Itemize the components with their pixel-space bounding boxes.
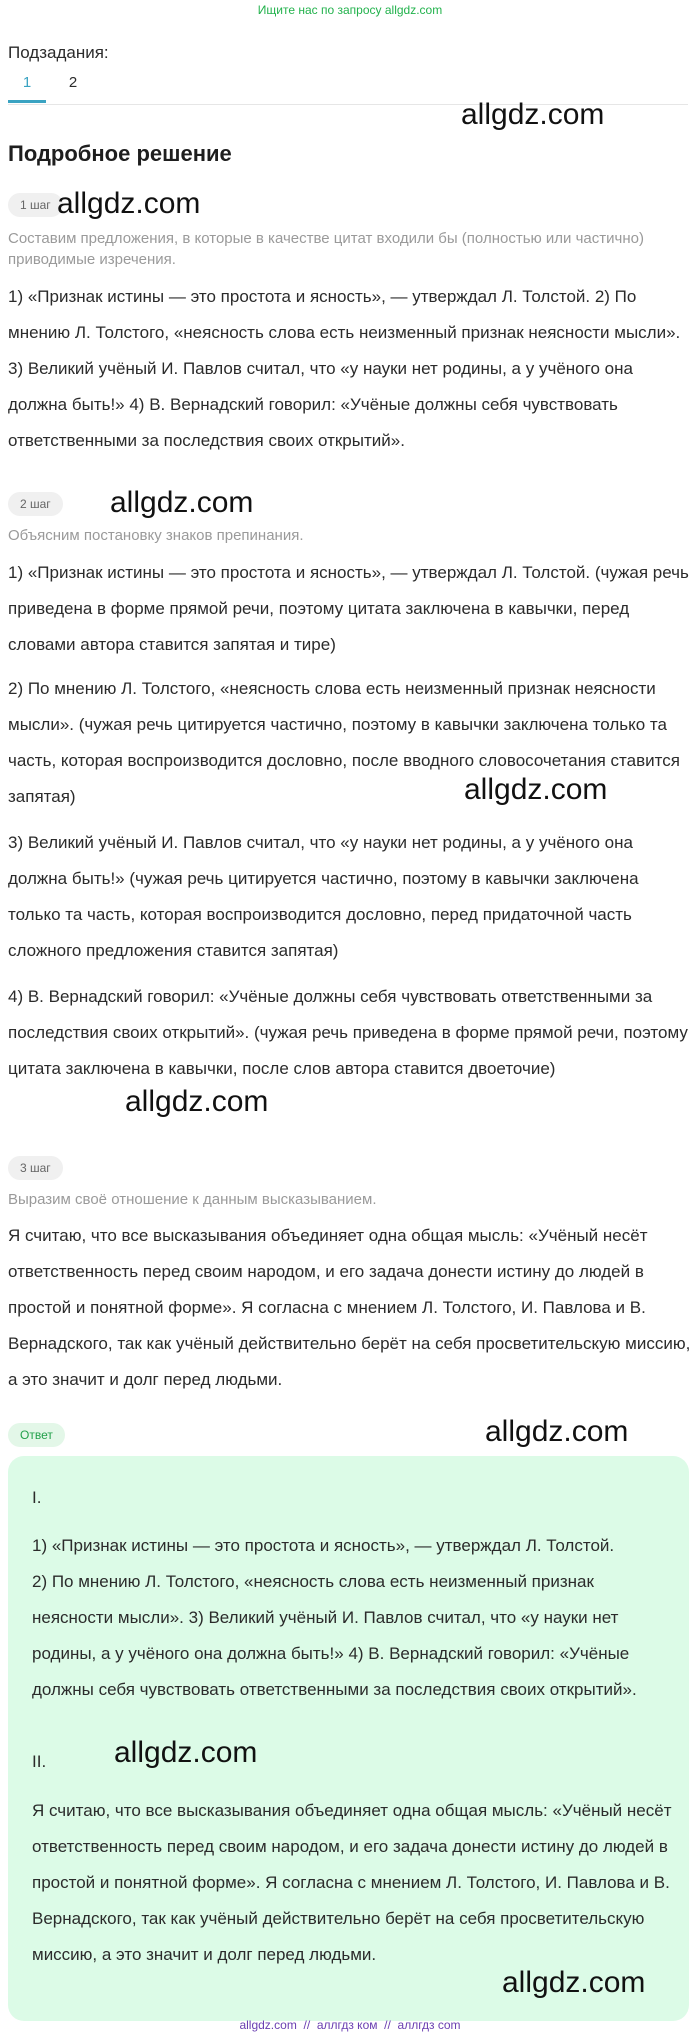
footer-separator: // bbox=[303, 2018, 311, 2032]
step-1-text: 1) «Признак истины — это простота и ясность», — утверждал Л. Толстой. 2) По мнению Л. Толстого, «неясность слова есть неизменный признак неясности мысли». 3) Великий учёный И. Павлов считал, что «у науки нет родины, а у учёного она должна быть!» 4) В. Вернадский говорил: «Учёные должны себя чувствовать ответственными за последствия своих открытий». bbox=[8, 287, 681, 450]
tab-subtask-1[interactable]: 1 bbox=[8, 74, 46, 103]
answer-part-2-heading: II. bbox=[32, 1752, 47, 1771]
footer-link-allgdz-com-cyr[interactable]: аллгдз com bbox=[397, 2018, 461, 2032]
answer-box bbox=[8, 1456, 689, 2021]
answer-part-1-heading: I. bbox=[32, 1488, 42, 1507]
watermark: allgdz.com bbox=[502, 1966, 646, 1999]
subtasks-label: Подзадания: bbox=[8, 43, 109, 62]
footer-separator: // bbox=[384, 2018, 391, 2032]
watermark: allgdz.com bbox=[125, 1085, 269, 1118]
top-banner: Ищите нас по запросу allgdz.com bbox=[257, 3, 443, 17]
step-2-paragraph-3: 3) Великий учёный И. Павлов считал, что «у науки нет родины, а у учёного она должна быть!» (чужая речь цитируется частично, поэтому в кавычки заключена только та часть, которая воспроизводится дословно, перед придаточной часть сложного предложения ставится запятая) bbox=[8, 833, 639, 960]
watermark: allgdz.com bbox=[485, 1415, 629, 1448]
answer-part-1-line-1: 1) «Признак истины — это простота и ясность», — утверждал Л. Толстой. bbox=[32, 1536, 615, 1555]
watermark: allgdz.com bbox=[461, 98, 605, 131]
step-2-paragraph-1: 1) «Признак истины — это простота и ясность», — утверждал Л. Толстой. (чужая речь приведена в форме прямой речи, поэтому цитата заключена в кавычки, перед словами автора ставится запятая и тире) bbox=[8, 563, 689, 654]
tab-subtask-2[interactable]: 2 bbox=[68, 74, 78, 91]
step-2-description: Объясним постановку знаков препинания. bbox=[8, 527, 304, 544]
step-3-badge: 3 шаг bbox=[8, 1156, 63, 1180]
step-1-description: Составим предложения, в которые в качестве цитат входили бы (полностью или частично) приводимые изречения. bbox=[8, 230, 644, 268]
watermark: allgdz.com bbox=[464, 773, 608, 806]
step-1-badge: 1 шаг bbox=[8, 193, 63, 217]
step-2-paragraph-2: 2) По мнению Л. Толстого, «неясность слова есть неизменный признак неясности мысли». (чужая речь цитируется частично, поэтому в кавычки заключена только та часть, которая воспроизводится дословно, после вводного словосочетания ставится запятая) bbox=[8, 679, 680, 806]
step-3-text: Я считаю, что все высказывания объединяет одна общая мысль: «Учёный несёт ответственность перед своим народом, и его задача донести истину до людей в простой и понятной форме». Я согласна с мнением Л. Толстого, И. Павлова и В. Вернадского, так как учёный действительно берёт на себя просветительскую миссию, а это значит и долг перед людьми. bbox=[8, 1226, 691, 1389]
footer-link-allgdz-kom[interactable]: аллгдз ком bbox=[316, 2018, 378, 2032]
step-3-description: Выразим своё отношение к данным высказыванием. bbox=[8, 1191, 377, 1208]
answer-part-1-text: 2) По мнению Л. Толстого, «неясность слова есть неизменный признак неясности мысли». 3) Великий учёный И. Павлов считал, что «у науки нет родины, а у учёного она должна быть!» 4) В. Вернадский говорил: «Учёные должны себя чувствовать ответственными за последствия своих открытий». bbox=[32, 1572, 637, 1699]
solution-title: Подробное решение bbox=[8, 141, 232, 166]
answer-part-2-text: Я считаю, что все высказывания объединяет одна общая мысль: «Учёный несёт ответственность перед своим народом, и его задача донести истину до людей в простой и понятной форме». Я согласна с мнением Л. Толстого, И. Павлова и В. Вернадского, так как учёный действительно берёт на себя просветительскую миссию, а это значит и долг перед людьми. bbox=[32, 1801, 672, 1964]
watermark: allgdz.com bbox=[114, 1736, 258, 1769]
watermark: allgdz.com bbox=[110, 486, 254, 519]
step-2-badge: 2 шаг bbox=[8, 492, 63, 516]
answer-badge: Ответ bbox=[8, 1423, 65, 1447]
step-2-paragraph-4: 4) В. Вернадский говорил: «Учёные должны себя чувствовать ответственными за последствия своих открытий». (чужая речь приведена в форме прямой речи, поэтому цитата заключена в кавычки, после слов автора ставится двоеточие) bbox=[8, 987, 688, 1078]
watermark: allgdz.com bbox=[57, 187, 201, 220]
footer-link-allgdz[interactable]: allgdz.com bbox=[239, 2018, 297, 2032]
footer-links bbox=[0, 2018, 700, 2032]
